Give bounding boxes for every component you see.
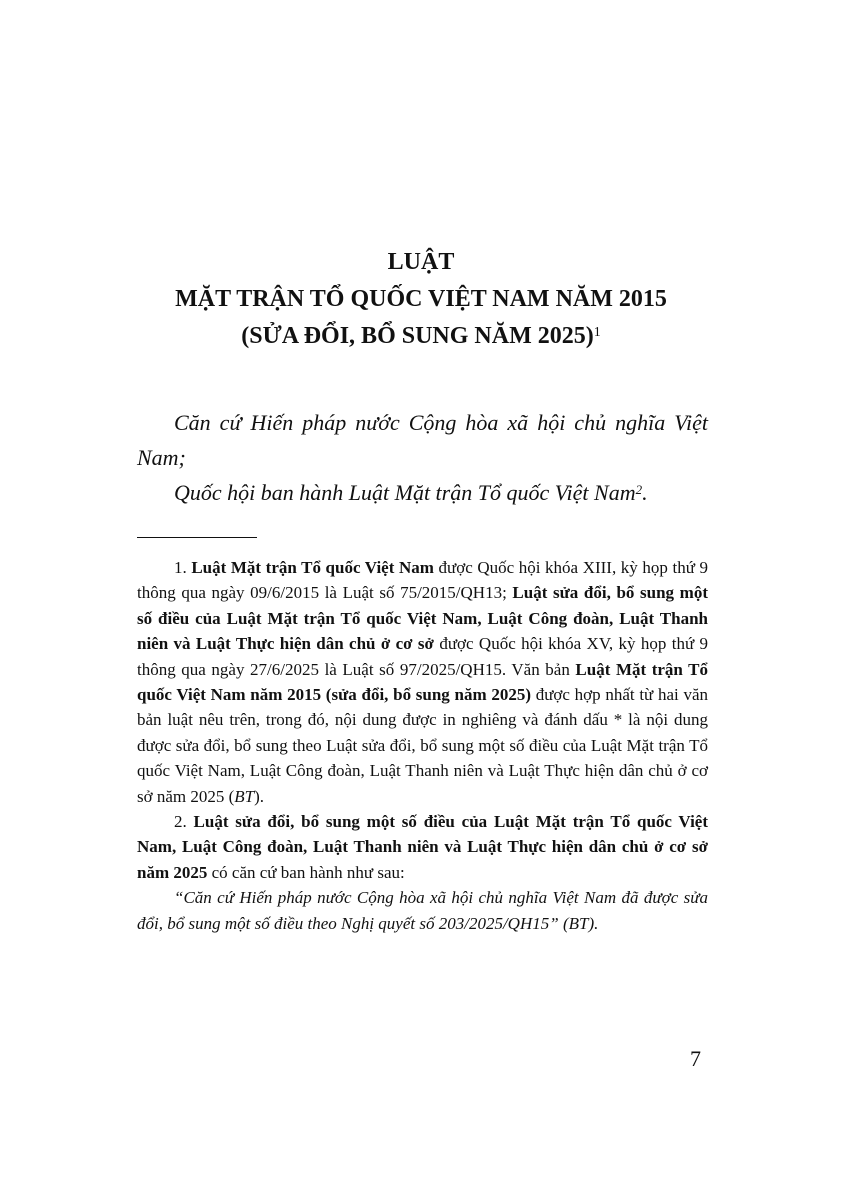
footnotes xyxy=(137,555,708,936)
title-line-2: MẶT TRẬN TỔ QUỐC VIỆT NAM NĂM 2015 xyxy=(175,286,667,312)
law-title xyxy=(0,244,842,355)
footnote-2-quote: “Căn cứ Hiến pháp nước Cộng hòa xã hội chủ nghĩa Việt Nam đã được sửa đổi, bổ sung một số điều theo Nghị quyết số 203/2025/QH15” (BT). xyxy=(137,888,708,933)
footnote-ref-1: 1 xyxy=(593,325,601,340)
footnote-ref-2: 2 xyxy=(635,482,643,497)
footnote-1: 1. Luật Mặt trận Tổ quốc Việt Nam được Quốc hội khóa XIII, kỳ họp thứ 9 thông qua ngày 09/6/2015 là Luật số 75/2015/QH13; Luật sửa đổi, bổ sung một số điều của Luật Mặt trận Tổ quốc Việt Nam, Luật Công đoàn, Luật Thanh niên và Luật Thực hiện dân chủ ở cơ sở được Quốc hội khóa XV, kỳ họp thứ 9 thông qua ngày 27/6/2025 là Luật số 97/2025/QH15. Văn bản Luật Mặt trận Tổ quốc Việt Nam năm 2015 (sửa đổi, bổ sung năm 2025) được hợp nhất từ hai văn bản luật nêu trên, trong đó, nội dung được in nghiêng và đánh dấu * là nội dung được sửa đổi, bổ sung theo Luật sửa đổi, bổ sung một số điều của Luật Mặt trận Tổ quốc Việt Nam, Luật Công đoàn, Luật Thanh niên và Luật Thực hiện dân chủ ở cơ sở năm 2025 (BT). xyxy=(137,558,709,806)
footnote-divider xyxy=(137,537,257,538)
preamble xyxy=(137,405,708,510)
title-line-3: (SỬA ĐỔI, BỔ SUNG NĂM 2025)$^1$ xyxy=(241,323,601,349)
footnote-2: 2. Luật sửa đổi, bổ sung một số điều của Luật Mặt trận Tổ quốc Việt Nam, Luật Công đoàn, Luật Thanh niên và Luật Thực hiện dân chủ ở cơ sở năm 2025 có căn cứ ban hành như sau: xyxy=(137,812,709,882)
preamble-basis: Căn cứ Hiến pháp nước Cộng hòa xã hội chủ nghĩa Việt Nam; xyxy=(137,410,708,470)
title-line-1: LUẬT xyxy=(387,249,455,275)
page-number: 7 xyxy=(690,1046,701,1071)
preamble-enactment: Quốc hội ban hành Luật Mặt trận Tổ quốc Việt Nam$^2$. xyxy=(174,480,648,505)
